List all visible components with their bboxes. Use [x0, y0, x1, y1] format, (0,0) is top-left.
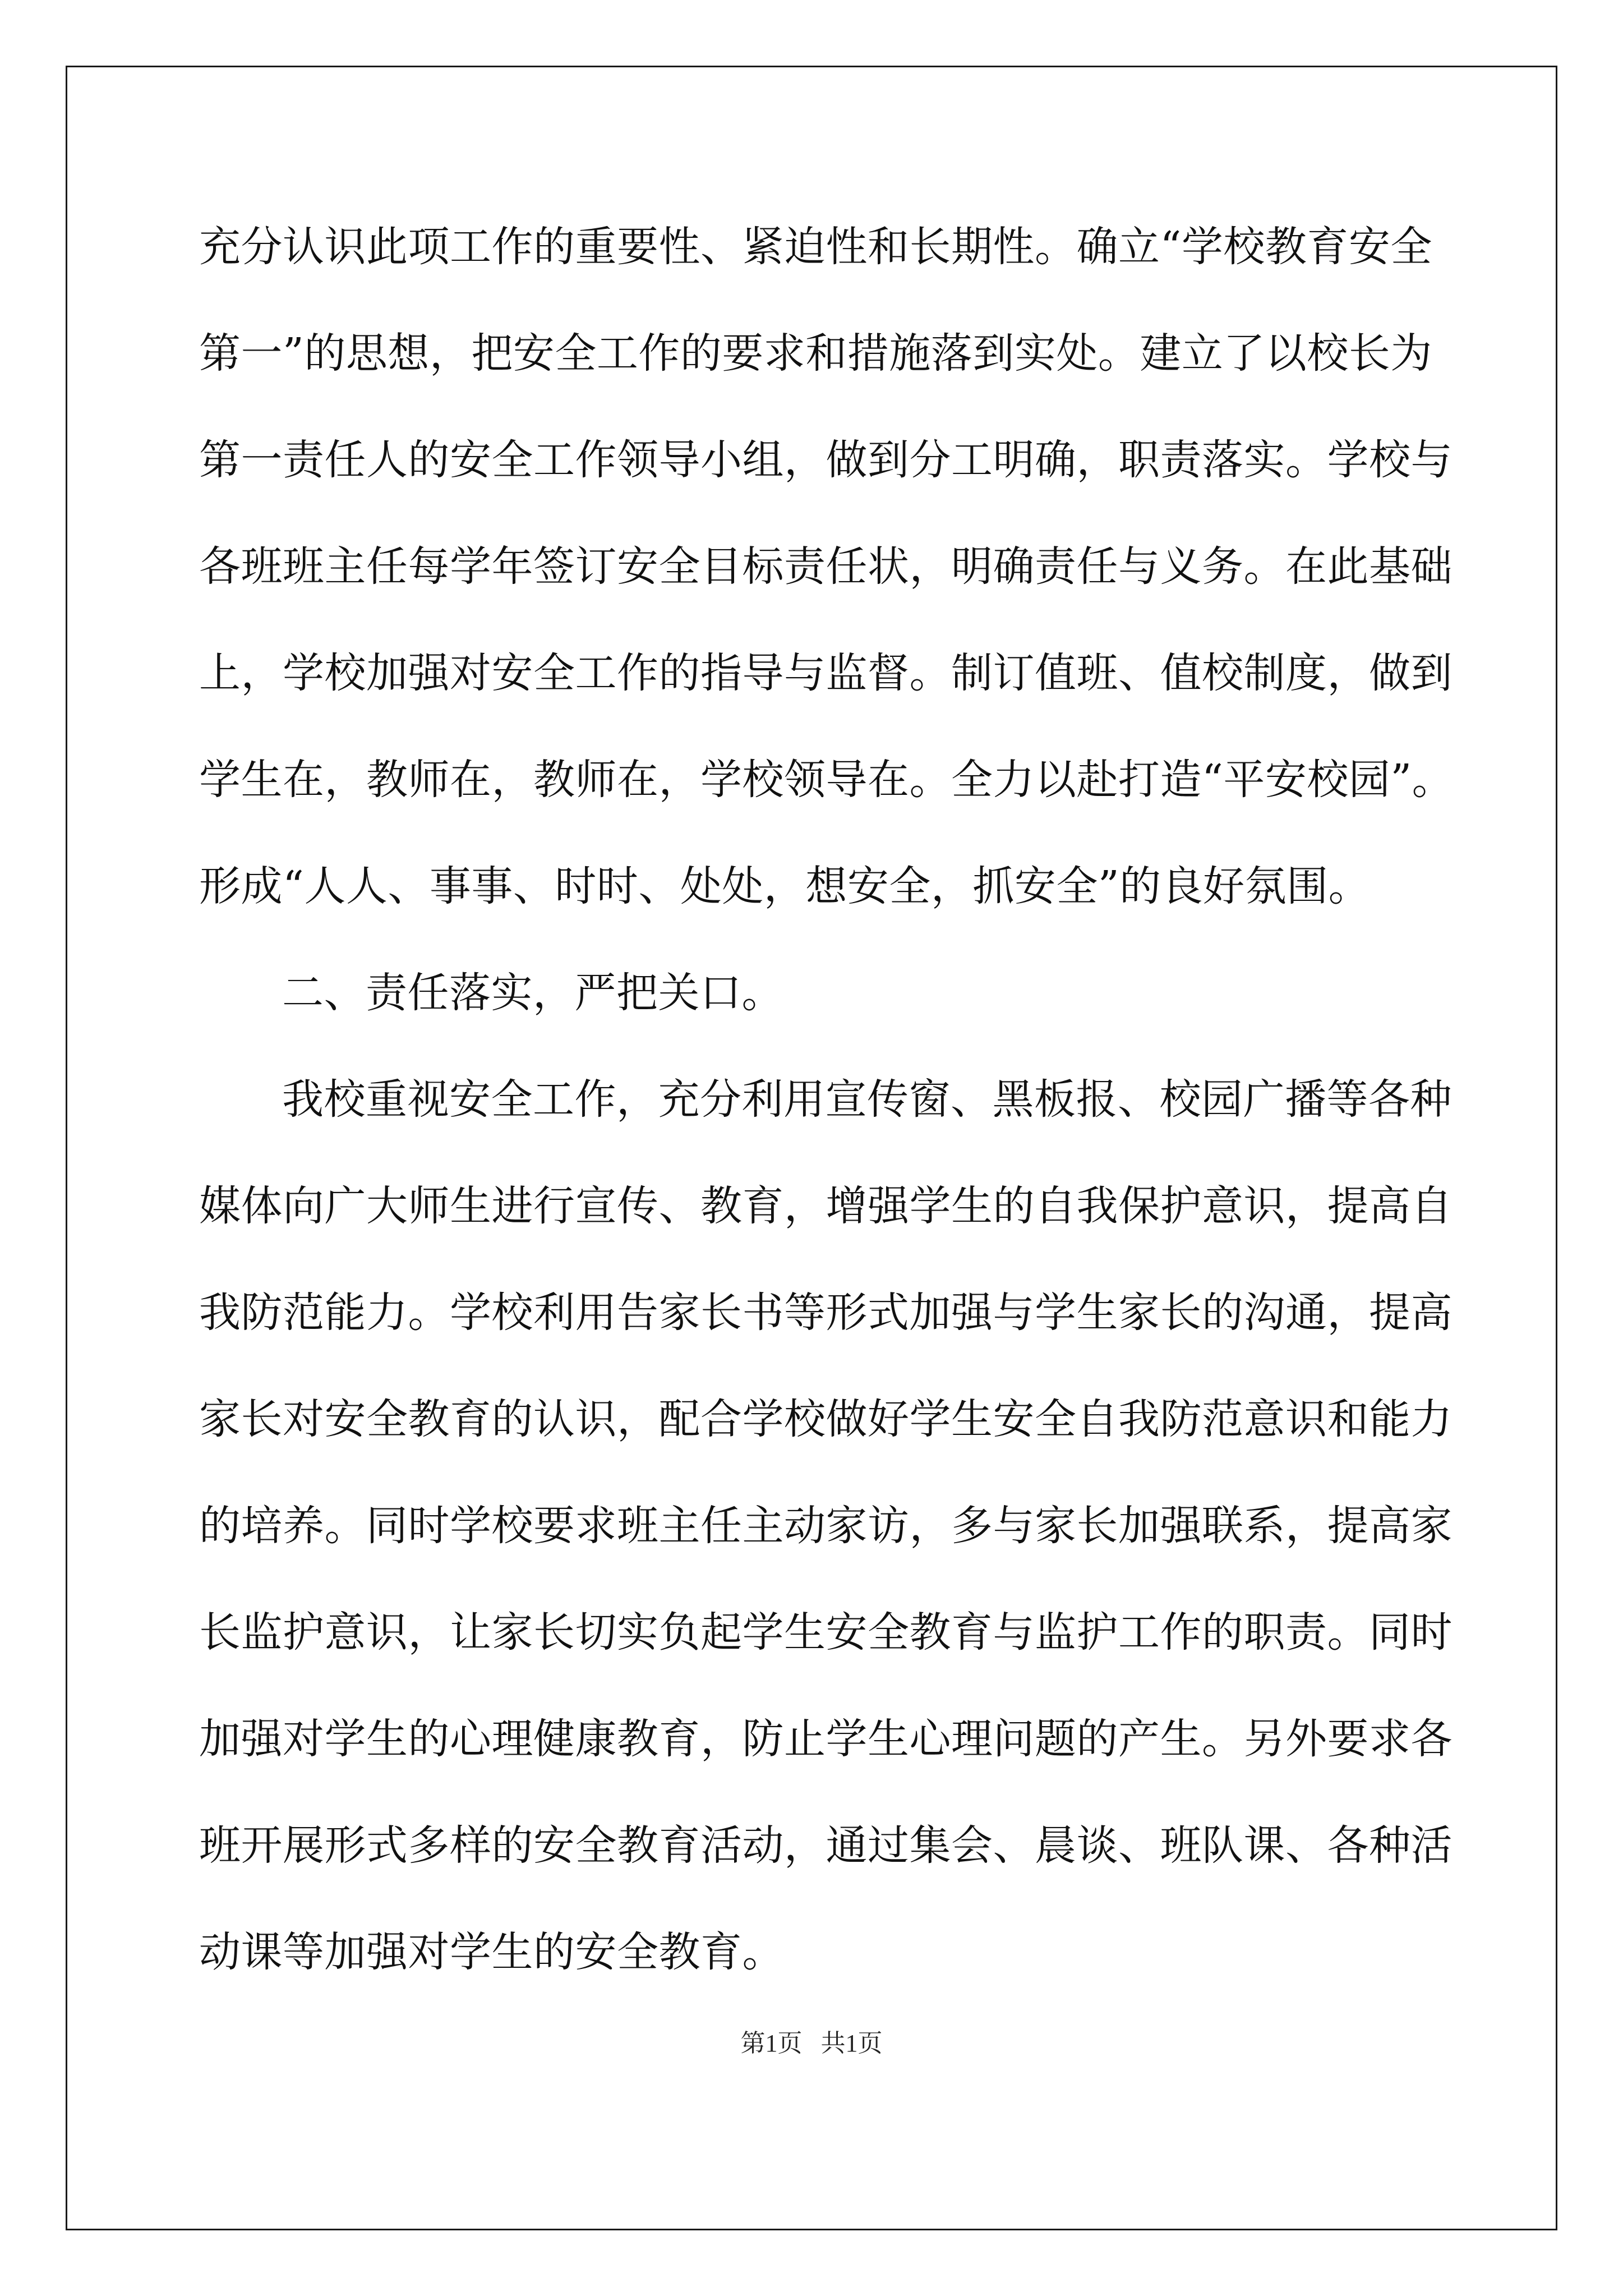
text-line: 家长对安全教育的认识，配合学校做好学生安全自我防范意识和能力 [199, 1395, 1453, 1443]
text-line: 媒体向广大师生进行宣传、教育，增强学生的自我保护意识，提高自 [199, 1182, 1453, 1230]
document-body [199, 216, 1454, 2028]
text-line: 形成“人人、事事、时时、处处，想安全，抓安全”的良好氛围。 [199, 862, 1371, 910]
text-line: 加强对学生的心理健康教育，防止学生心理问题的产生。另外要求各 [199, 1715, 1453, 1763]
page-footer: 第1页 共1页 [740, 2030, 883, 2057]
text-line: 第一责任人的安全工作领导小组，做到分工明确，职责落实。学校与 [199, 436, 1453, 484]
text-line: 我防范能力。学校利用告家长书等形式加强与学生家长的沟通，提高 [199, 1289, 1453, 1337]
text-line: 充分认识此项工作的重要性、紧迫性和长期性。确立“学校教育安全 [199, 223, 1432, 271]
text-line: 长监护意识，让家长切实负起学生安全教育与监护工作的职责。同时 [199, 1608, 1453, 1657]
text-line: 第一”的思想，把安全工作的要求和措施落到实处。建立了以校长为 [199, 329, 1432, 378]
text-line: 动课等加强对学生的安全教育。 [199, 1928, 784, 1976]
section-heading: 二、责任落实，严把关口。 [282, 969, 783, 1017]
text-line: 班开展形式多样的安全教育活动，通过集会、晨谈、班队课、各种活 [199, 1821, 1453, 1870]
text-line: 各班班主任每学年签订安全目标责任状，明确责任与义务。在此基础 [199, 542, 1453, 591]
text-line: 的培养。同时学校要求班主任主动家访，多与家长加强联系，提高家 [199, 1502, 1453, 1550]
text-line: 上，学校加强对安全工作的指导与监督。制订值班、值校制度，做到 [199, 649, 1453, 697]
text-line: 学生在，教师在，教师在，学校领导在。全力以赴打造“平安校园”。 [199, 756, 1454, 804]
paragraph-start-line: 我校重视安全工作，充分利用宣传窗、黑板报、校园广播等各种 [282, 1075, 1452, 1124]
